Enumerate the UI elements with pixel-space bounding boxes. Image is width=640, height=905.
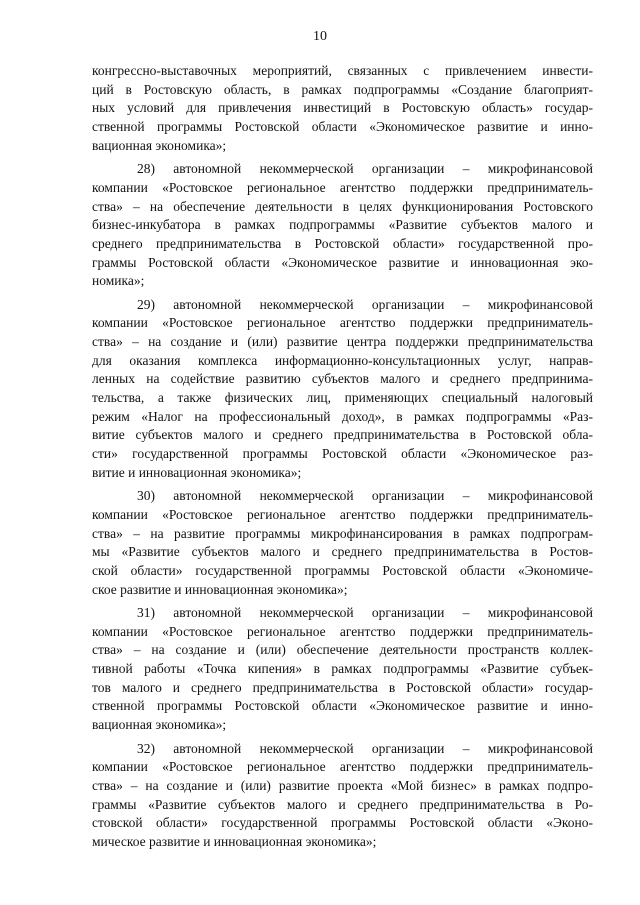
text-line: сти» государственной программы Ростовской области «Экономическое раз- — [92, 446, 593, 462]
text-line: тельства, а также физических лиц, применяющих специальный налоговый — [92, 390, 593, 406]
text-line: ственной программы Ростовской области «Экономическое развитие и инно- — [92, 698, 593, 714]
text-line: ных условий для привлечения инвестиций в Ростовскую область» государ- — [92, 100, 593, 116]
text-line: номика»; — [92, 273, 145, 289]
text-line: ций в Ростовскую область, в рамках подпрограммы «Создание благоприят- — [92, 81, 593, 97]
text-line: ское развитие и инновационная экономика»; — [92, 581, 348, 597]
text-line: ства» – на создание и (или) развитие проекта «Мой бизнес» в рамках подпро- — [92, 777, 593, 793]
paragraph-item-29 — [92, 296, 593, 483]
text-line: ской области» государственной программы Ростовской области «Экономиче- — [92, 562, 593, 578]
paragraph-item-32 — [92, 740, 593, 852]
text-line: ленных на содействие развитию субъектов малого и среднего предпринима- — [92, 371, 593, 387]
text-line: 28) автономной некоммерческой организации – микрофинансовой — [137, 161, 593, 177]
text-line: компании «Ростовское региональное агентство поддержки предприниматель- — [92, 759, 593, 775]
document-body — [92, 62, 593, 852]
text-line: режим «Налог на профессиональный доход», в рамках подпрограммы «Раз- — [92, 408, 593, 424]
text-line: граммы «Развитие субъектов малого и среднего предпринимательства в Ро- — [92, 796, 593, 812]
text-line: компании «Ростовское региональное агентство поддержки предприниматель- — [92, 315, 593, 331]
paragraph-continuation — [92, 62, 593, 155]
text-line: 30) автономной некоммерческой организации – микрофинансовой — [137, 488, 593, 504]
text-line: витие субъектов малого и среднего предпринимательства в Ростовской обла- — [92, 427, 593, 443]
paragraph-item-30 — [92, 487, 593, 599]
text-line: мическое развитие и инновационная экономика»; — [92, 833, 377, 849]
text-line: 31) автономной некоммерческой организации – микрофинансовой — [137, 605, 593, 620]
text-line: компании «Ростовское региональное агентство поддержки предприниматель- — [92, 179, 593, 195]
text-line: вационная экономика»; — [92, 137, 227, 153]
text-line: компании «Ростовское региональное агентство поддержки предприниматель- — [92, 506, 593, 522]
text-line: конгрессно-выставочных мероприятий, связанных с привлечением инвести- — [92, 63, 593, 78]
text-line: 29) автономной некоммерческой организации – микрофинансовой — [137, 296, 593, 312]
text-line: тивной работы «Точка кипения» в рамках подпрограммы «Развитие субъек- — [92, 661, 593, 677]
text-line: ства» – на создание и (или) развитие центра поддержки предпринимательства — [92, 334, 593, 349]
paragraph-item-28 — [92, 160, 593, 291]
text-line: ства» – на развитие программы микрофинансирования в рамках подпрограм- — [92, 525, 593, 541]
text-line: тов малого и среднего предпринимательства в Ростовской области» государ- — [92, 679, 593, 695]
text-line: вационная экономика»; — [92, 717, 227, 733]
text-line: среднего предпринимательства в Ростовской области» государственной про- — [92, 235, 593, 251]
text-line: 32) автономной некоммерческой организации – микрофинансовой — [137, 740, 593, 756]
page-number: 10 — [313, 29, 327, 44]
text-line: для оказания комплекса информационно-консультационных услуг, направ- — [92, 352, 593, 368]
text-line: ства» – на создание и (или) обеспечение деятельности пространств коллек- — [92, 642, 593, 658]
text-line: бизнес-инкубатора в рамках подпрограммы «Развитие субъектов малого и — [92, 217, 593, 233]
text-line: граммы Ростовской области «Экономическое развитие и инновационная эко- — [92, 254, 593, 270]
text-line: компании «Ростовское региональное агентство поддержки предприниматель- — [92, 623, 593, 639]
text-line: ства» – на обеспечение деятельности в целях функционирования Ростовского — [92, 198, 593, 214]
text-line: мы «Развитие субъектов малого и среднего предпринимательства в Ростов- — [92, 544, 593, 560]
text-line: витие и инновационная экономика»; — [92, 464, 302, 480]
text-line: ственной программы Ростовской области «Экономическое развитие и инно- — [92, 119, 593, 135]
paragraph-item-31 — [92, 604, 593, 735]
text-line: стовской области» государственной программы Ростовской области «Эконо- — [92, 815, 593, 831]
